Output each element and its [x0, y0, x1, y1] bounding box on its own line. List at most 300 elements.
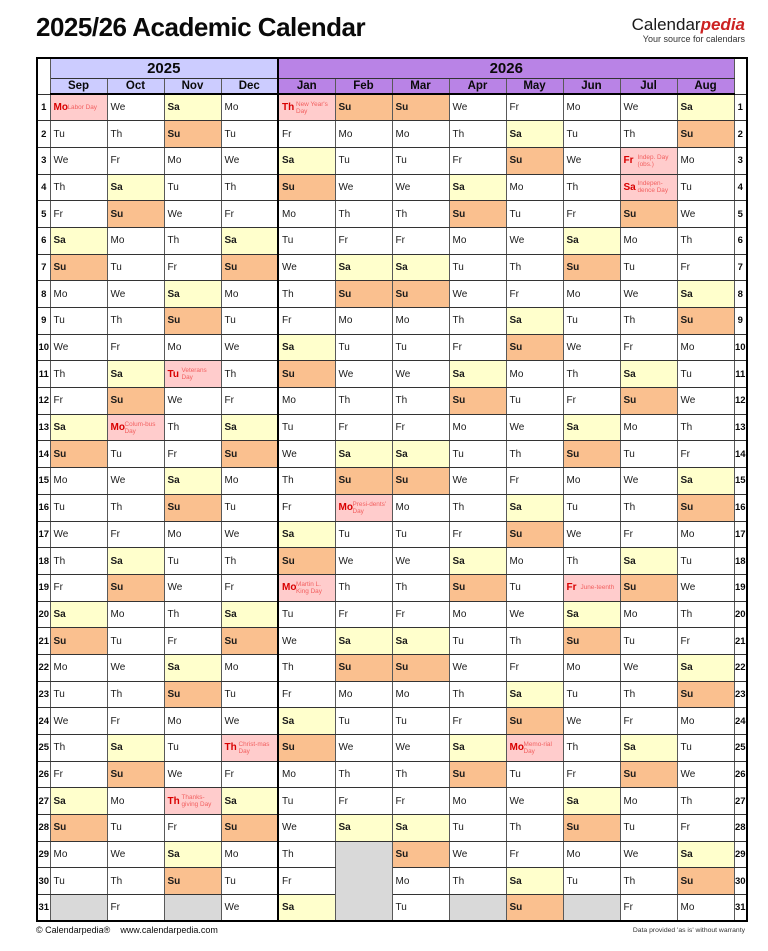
calendar-row-1 — [37, 94, 747, 121]
day-cell — [392, 414, 449, 441]
day-abbr: We — [110, 849, 126, 861]
day-cell — [506, 147, 563, 174]
day-cell — [620, 868, 677, 895]
day-abbr: Fr — [680, 261, 690, 273]
holiday-cell — [278, 94, 335, 121]
day-abbr: We — [53, 155, 69, 167]
day-cell — [392, 654, 449, 681]
day-cell — [620, 735, 677, 762]
day-abbr: Sa — [167, 475, 180, 487]
day-cell — [449, 414, 506, 441]
day-abbr: We — [167, 769, 183, 781]
day-cell — [449, 227, 506, 254]
day-cell — [449, 121, 506, 148]
day-cell — [449, 281, 506, 308]
day-abbr: Sa — [509, 875, 522, 887]
day-cell — [506, 334, 563, 361]
day-cell — [107, 121, 164, 148]
day-abbr: Sa — [110, 555, 123, 567]
holiday-label: Colum-bus Day — [124, 420, 156, 435]
day-number-left: 12 — [37, 388, 50, 415]
day-cell — [449, 254, 506, 281]
day-cell — [677, 94, 734, 121]
day-cell — [278, 521, 335, 548]
day-cell — [563, 174, 620, 201]
day-number-right: 9 — [734, 308, 747, 335]
day-cell — [107, 468, 164, 495]
day-abbr: We — [509, 422, 525, 434]
day-cell — [278, 254, 335, 281]
day-cell — [107, 815, 164, 842]
holiday-label: Thanks-giving Day — [181, 794, 212, 809]
day-abbr: Sa — [167, 662, 180, 674]
day-cell — [449, 494, 506, 521]
day-number-right: 13 — [734, 414, 747, 441]
day-abbr: Th — [623, 128, 636, 140]
day-abbr: Mo — [167, 715, 182, 727]
day-abbr: Su — [282, 368, 295, 380]
day-cell — [677, 708, 734, 735]
day-abbr: Sa — [167, 849, 180, 861]
holiday-cell — [506, 735, 563, 762]
day-cell — [50, 815, 107, 842]
day-cell — [506, 841, 563, 868]
day-cell — [449, 94, 506, 121]
month-header-jul: Jul — [620, 78, 677, 94]
day-cell — [449, 548, 506, 575]
day-cell — [107, 94, 164, 121]
day-abbr: Su — [395, 475, 409, 487]
day-cell — [221, 868, 278, 895]
day-cell — [563, 94, 620, 121]
calendar-row-15 — [37, 468, 747, 495]
day-abbr: Tu — [53, 688, 65, 700]
day-abbr: Tu — [623, 448, 635, 460]
day-number-right: 27 — [734, 788, 747, 815]
day-cell — [335, 815, 392, 842]
calendar-row-19 — [37, 574, 747, 601]
calendar-row-23 — [37, 681, 747, 708]
day-abbr: Mo — [509, 555, 524, 567]
day-cell — [278, 654, 335, 681]
day-cell — [50, 521, 107, 548]
day-abbr: Mo — [566, 475, 581, 487]
day-cell — [278, 548, 335, 575]
day-abbr: Tu — [680, 742, 692, 754]
day-number-right: 20 — [734, 601, 747, 628]
day-cell — [392, 708, 449, 735]
day-abbr: Fr — [509, 288, 519, 300]
day-abbr: Fr — [623, 342, 633, 354]
month-header-sep: Sep — [50, 78, 107, 94]
day-number-right: 19 — [734, 574, 747, 601]
day-abbr: Sa — [53, 235, 66, 247]
day-number-right: 6 — [734, 227, 747, 254]
day-abbr: Sa — [680, 662, 693, 674]
calendar-row-17 — [37, 521, 747, 548]
day-cell — [164, 601, 221, 628]
day-cell — [278, 414, 335, 441]
day-number-left: 25 — [37, 735, 50, 762]
month-header-nov: Nov — [164, 78, 221, 94]
day-cell — [50, 681, 107, 708]
day-cell — [620, 254, 677, 281]
day-abbr: Th — [224, 181, 237, 193]
day-abbr: Mo — [680, 715, 695, 727]
day-cell — [620, 521, 677, 548]
day-cell — [50, 334, 107, 361]
day-abbr: We — [680, 582, 696, 594]
day-cell — [221, 548, 278, 575]
day-abbr: Sa — [224, 608, 237, 620]
day-cell — [449, 521, 506, 548]
day-cell — [506, 654, 563, 681]
day-abbr: Fr — [167, 635, 177, 647]
day-abbr: Th — [224, 742, 237, 754]
day-abbr: Mo — [53, 662, 68, 674]
day-cell — [221, 121, 278, 148]
day-number-left: 14 — [37, 441, 50, 468]
day-cell — [221, 94, 278, 121]
website-link[interactable]: www.calendarpedia.com — [120, 925, 218, 935]
day-cell — [620, 654, 677, 681]
day-abbr: Mo — [53, 475, 68, 487]
day-abbr: Mo — [167, 342, 182, 354]
day-cell — [677, 548, 734, 575]
day-abbr: Fr — [566, 582, 577, 594]
day-abbr: Th — [680, 608, 693, 620]
calendar-row-2 — [37, 121, 747, 148]
day-cell — [677, 414, 734, 441]
day-abbr: Mo — [110, 608, 125, 620]
day-cell — [50, 281, 107, 308]
day-cell — [335, 281, 392, 308]
day-cell — [506, 815, 563, 842]
day-cell — [107, 788, 164, 815]
day-cell — [335, 308, 392, 335]
day-number-right: 7 — [734, 254, 747, 281]
day-cell — [335, 654, 392, 681]
day-abbr: Mo — [395, 315, 410, 327]
day-abbr: Sa — [53, 608, 66, 620]
calendar-row-8 — [37, 281, 747, 308]
day-cell — [107, 761, 164, 788]
day-cell — [107, 361, 164, 388]
year-label-2025: 2025 — [50, 58, 278, 78]
day-cell — [335, 147, 392, 174]
day-abbr: Th — [680, 235, 693, 247]
day-abbr: Sa — [566, 608, 579, 620]
year-header-row — [37, 58, 747, 78]
day-abbr: Fr — [509, 662, 519, 674]
day-cell — [107, 868, 164, 895]
day-abbr: Su — [53, 448, 67, 460]
day-number-right: 11 — [734, 361, 747, 388]
day-abbr: Th — [395, 582, 408, 594]
calendar-row-21 — [37, 628, 747, 655]
day-abbr: Fr — [452, 715, 462, 727]
day-abbr: Su — [680, 875, 694, 887]
day-cell — [677, 788, 734, 815]
day-abbr: Sa — [110, 742, 123, 754]
day-cell — [50, 574, 107, 601]
day-abbr: Tu — [680, 368, 692, 380]
day-abbr: We — [53, 342, 69, 354]
day-cell — [278, 735, 335, 762]
day-abbr: Fr — [623, 902, 633, 914]
day-abbr: Fr — [395, 422, 405, 434]
day-abbr: Tu — [395, 528, 407, 540]
calendar-row-29 — [37, 841, 747, 868]
day-cell — [620, 895, 677, 922]
day-abbr: We — [680, 208, 696, 220]
day-abbr: Tu — [282, 608, 294, 620]
calendar-row-20 — [37, 601, 747, 628]
day-cell — [677, 521, 734, 548]
day-abbr: Fr — [623, 155, 634, 167]
day-abbr: We — [338, 555, 354, 567]
holiday-cell — [563, 574, 620, 601]
day-cell — [620, 308, 677, 335]
day-abbr: Tu — [110, 448, 122, 460]
day-cell — [107, 308, 164, 335]
day-cell — [449, 601, 506, 628]
day-abbr: Th — [509, 822, 522, 834]
day-cell — [50, 414, 107, 441]
day-abbr: Mo — [110, 235, 125, 247]
day-cell — [221, 601, 278, 628]
day-cell — [449, 815, 506, 842]
month-header-row — [37, 78, 747, 94]
calendar-row-12 — [37, 388, 747, 415]
day-cell — [392, 441, 449, 468]
day-abbr: Sa — [395, 822, 408, 834]
day-cell — [449, 388, 506, 415]
day-cell — [563, 708, 620, 735]
day-cell — [677, 735, 734, 762]
holiday-label: New Year's Day — [296, 100, 328, 115]
day-cell — [107, 388, 164, 415]
day-number-right: 22 — [734, 654, 747, 681]
day-abbr: Th — [224, 368, 237, 380]
day-abbr: Tu — [224, 502, 236, 514]
day-cell — [620, 681, 677, 708]
day-number-right: 8 — [734, 281, 747, 308]
day-cell — [164, 574, 221, 601]
day-cell — [278, 388, 335, 415]
day-cell — [449, 708, 506, 735]
day-abbr: Th — [338, 395, 351, 407]
day-number-left: 21 — [37, 628, 50, 655]
day-abbr: Su — [53, 635, 67, 647]
holiday-label: Labor Day — [67, 104, 97, 112]
day-cell — [221, 361, 278, 388]
day-number-right: 10 — [734, 334, 747, 361]
day-abbr: Sa — [110, 181, 123, 193]
day-cell — [392, 868, 449, 895]
holiday-cell — [335, 494, 392, 521]
day-cell — [164, 468, 221, 495]
day-abbr: We — [680, 769, 696, 781]
day-number-left: 6 — [37, 227, 50, 254]
day-cell — [221, 494, 278, 521]
day-abbr: We — [566, 342, 582, 354]
day-cell — [164, 308, 221, 335]
day-abbr: Fr — [167, 261, 177, 273]
holiday-cell — [164, 788, 221, 815]
day-cell — [107, 628, 164, 655]
day-number-right: 28 — [734, 815, 747, 842]
calendar-row-18 — [37, 548, 747, 575]
day-cell — [563, 441, 620, 468]
calendar-row-16 — [37, 494, 747, 521]
day-cell — [392, 521, 449, 548]
day-abbr: Su — [452, 582, 466, 594]
day-cell — [392, 788, 449, 815]
day-cell — [221, 788, 278, 815]
day-cell — [107, 281, 164, 308]
holiday-cell — [620, 174, 677, 201]
day-abbr: Su — [395, 288, 409, 300]
day-abbr: Tu — [282, 235, 294, 247]
day-cell — [392, 815, 449, 842]
day-number-right: 18 — [734, 548, 747, 575]
day-abbr: Th — [395, 208, 408, 220]
day-cell — [221, 254, 278, 281]
day-cell — [50, 761, 107, 788]
calendar-row-24 — [37, 708, 747, 735]
day-abbr: Sa — [566, 795, 579, 807]
day-abbr: Sa — [395, 635, 408, 647]
day-abbr: We — [509, 235, 525, 247]
day-cell — [221, 281, 278, 308]
day-abbr: Fr — [395, 608, 405, 620]
day-cell — [50, 441, 107, 468]
calendar-row-26 — [37, 761, 747, 788]
day-abbr: Fr — [224, 395, 234, 407]
day-abbr: We — [338, 742, 354, 754]
day-abbr: Sa — [167, 288, 180, 300]
day-cell — [50, 708, 107, 735]
day-cell — [221, 815, 278, 842]
day-number-right: 2 — [734, 121, 747, 148]
holiday-label: Indep. Day (obs.) — [637, 153, 669, 168]
day-abbr: Th — [110, 875, 123, 887]
day-cell — [335, 735, 392, 762]
day-abbr: Su — [509, 715, 523, 727]
day-cell — [449, 441, 506, 468]
day-abbr: We — [623, 662, 639, 674]
day-cell — [278, 308, 335, 335]
day-cell — [563, 681, 620, 708]
day-abbr: We — [395, 181, 411, 193]
day-cell — [449, 468, 506, 495]
day-abbr: Su — [623, 769, 637, 781]
day-cell — [563, 227, 620, 254]
day-cell — [677, 334, 734, 361]
day-cell — [107, 895, 164, 922]
day-abbr: Sa — [452, 742, 465, 754]
day-cell — [107, 548, 164, 575]
day-cell — [506, 574, 563, 601]
day-abbr: Su — [282, 181, 295, 193]
day-abbr: Th — [110, 688, 123, 700]
day-abbr: Tu — [395, 155, 407, 167]
day-abbr: Sa — [680, 475, 693, 487]
day-abbr: Mo — [623, 422, 638, 434]
day-abbr: Th — [623, 502, 636, 514]
day-cell — [50, 147, 107, 174]
holiday-cell — [164, 361, 221, 388]
day-cell — [392, 308, 449, 335]
holiday-cell — [221, 735, 278, 762]
day-abbr: Sa — [623, 742, 636, 754]
day-cell — [392, 227, 449, 254]
holiday-label: Presi-dents' Day — [352, 500, 387, 515]
day-abbr: Th — [623, 688, 636, 700]
day-abbr: Fr — [224, 769, 234, 781]
day-abbr: Fr — [395, 795, 405, 807]
day-abbr: We — [623, 102, 639, 114]
day-cell — [563, 735, 620, 762]
day-abbr: Sa — [395, 448, 408, 460]
day-abbr: Mo — [566, 849, 581, 861]
day-cell — [107, 494, 164, 521]
day-abbr: Mo — [338, 315, 353, 327]
day-abbr: Mo — [167, 528, 182, 540]
day-abbr: Mo — [224, 288, 239, 300]
day-cell — [563, 761, 620, 788]
day-abbr: Fr — [53, 395, 63, 407]
day-cell — [335, 121, 392, 148]
day-cell — [563, 361, 620, 388]
calendar-row-22 — [37, 654, 747, 681]
day-number-left: 28 — [37, 815, 50, 842]
day-abbr: We — [224, 155, 240, 167]
day-abbr: Su — [282, 742, 295, 754]
day-abbr: We — [566, 528, 582, 540]
calendar-row-11 — [37, 361, 747, 388]
day-cell — [164, 868, 221, 895]
day-cell — [50, 788, 107, 815]
day-cell — [677, 601, 734, 628]
day-abbr: Mo — [452, 608, 467, 620]
day-abbr: Th — [282, 102, 295, 114]
day-cell — [164, 628, 221, 655]
day-cell — [620, 201, 677, 228]
day-abbr: Fr — [452, 342, 462, 354]
day-abbr: Su — [110, 582, 124, 594]
day-abbr: Mo — [224, 475, 239, 487]
day-cell — [164, 735, 221, 762]
day-abbr: Sa — [224, 235, 237, 247]
day-cell — [677, 468, 734, 495]
day-cell — [107, 521, 164, 548]
day-cell — [50, 201, 107, 228]
day-abbr: Th — [509, 261, 522, 273]
day-cell — [677, 361, 734, 388]
day-abbr: Tu — [509, 769, 521, 781]
day-cell — [335, 521, 392, 548]
day-cell — [677, 121, 734, 148]
day-cell — [677, 308, 734, 335]
day-number-left: 22 — [37, 654, 50, 681]
day-abbr: Su — [452, 395, 466, 407]
copyright-text: © Calendarpedia® — [36, 925, 111, 935]
day-abbr: Th — [680, 795, 693, 807]
day-cell — [221, 334, 278, 361]
footer-disclaimer: Data provided 'as is' without warranty — [632, 927, 745, 934]
